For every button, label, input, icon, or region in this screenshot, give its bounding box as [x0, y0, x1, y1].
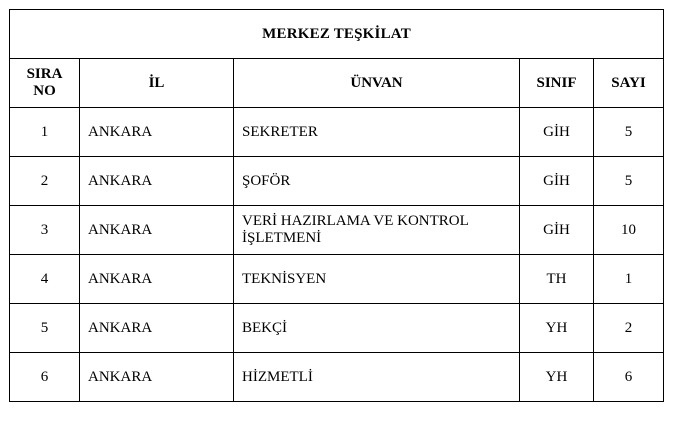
cell-unvan: SEKRETER	[234, 108, 520, 157]
cell-sayi: 6	[594, 353, 664, 402]
cell-sinif: GİH	[520, 108, 594, 157]
cell-no: 1	[10, 108, 80, 157]
header-sira-label: SIRA	[26, 66, 63, 82]
cell-no: 4	[10, 255, 80, 304]
cell-sinif: YH	[520, 353, 594, 402]
table-header-row	[10, 59, 664, 108]
table-title: MERKEZ TEŞKİLAT	[10, 10, 664, 59]
cell-sayi: 1	[594, 255, 664, 304]
cell-sinif: YH	[520, 304, 594, 353]
cell-no: 2	[10, 157, 80, 206]
cell-unvan: TEKNİSYEN	[234, 255, 520, 304]
cell-no: 3	[10, 206, 80, 255]
staff-table	[9, 9, 664, 402]
cell-no: 5	[10, 304, 80, 353]
header-sira-no	[10, 59, 80, 108]
table-row	[10, 255, 664, 304]
cell-il: ANKARA	[80, 255, 234, 304]
header-no-label: NO	[33, 83, 56, 99]
cell-unvan: BEKÇİ	[234, 304, 520, 353]
cell-unvan: VERİ HAZIRLAMA VE KONTROL İŞLETMENİ	[234, 206, 520, 255]
cell-il: ANKARA	[80, 206, 234, 255]
cell-sayi: 5	[594, 108, 664, 157]
table-title-row	[10, 10, 664, 59]
cell-sayi: 5	[594, 157, 664, 206]
header-sayi: SAYI	[594, 59, 664, 108]
cell-no: 6	[10, 353, 80, 402]
header-unvan: ÜNVAN	[234, 59, 520, 108]
cell-sayi: 2	[594, 304, 664, 353]
cell-sinif: TH	[520, 255, 594, 304]
cell-il: ANKARA	[80, 353, 234, 402]
cell-unvan: ŞOFÖR	[234, 157, 520, 206]
table-row	[10, 206, 664, 255]
cell-unvan: HİZMETLİ	[234, 353, 520, 402]
cell-sinif: GİH	[520, 157, 594, 206]
header-sinif: SINIF	[520, 59, 594, 108]
table-row	[10, 353, 664, 402]
table-row	[10, 304, 664, 353]
cell-sinif: GİH	[520, 206, 594, 255]
table-row	[10, 157, 664, 206]
cell-sayi: 10	[594, 206, 664, 255]
cell-il: ANKARA	[80, 157, 234, 206]
cell-il: ANKARA	[80, 304, 234, 353]
table-row	[10, 108, 664, 157]
cell-il: ANKARA	[80, 108, 234, 157]
header-il: İL	[80, 59, 234, 108]
